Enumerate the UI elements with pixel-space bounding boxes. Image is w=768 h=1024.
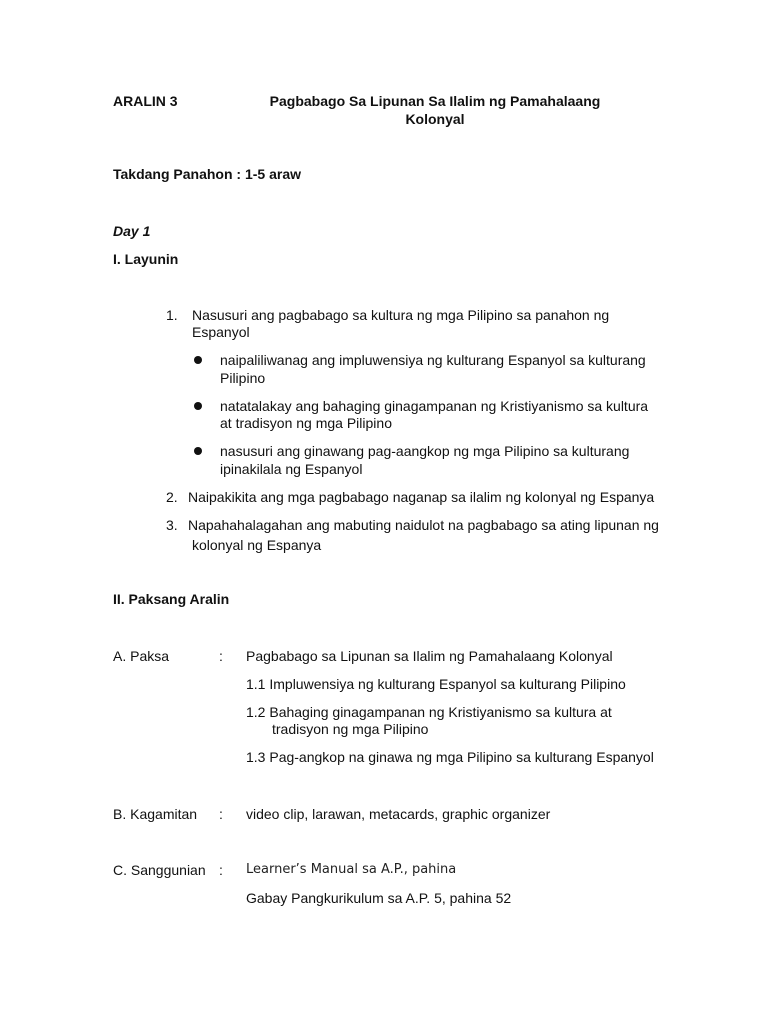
paksa-subtopic: 1.2 Bahaging ginagampanan ng Kristiyanismo sa kultura at	[246, 704, 612, 720]
paksa-subtopic: 1.3 Pag-angkop na ginawa ng mga Pilipino sa kulturang Espanyol	[246, 749, 654, 765]
paksa-subtopic: tradisyon ng mga Pilipino	[272, 721, 429, 737]
bullet-text: nasusuri ang ginawang pag-aangkop ng mga Pilipino sa kulturang	[220, 443, 630, 459]
objective-text: Napahahalagahan ang mabuting naidulot na pagbabago sa ating lipunan ng	[188, 517, 659, 533]
kagamitan-value: video clip, larawan, metacards, graphic organizer	[246, 806, 551, 822]
objective-text: Nasusuri ang pagbabago sa kultura ng mga Pilipino sa panahon ng	[192, 307, 610, 323]
bullet-icon	[194, 356, 202, 364]
bullet-text: at tradisyon ng mga Pilipino	[220, 415, 392, 431]
bullet-icon	[194, 447, 202, 455]
objective-text: kolonyal ng Espanya	[192, 537, 322, 553]
bullet-icon	[194, 402, 202, 410]
objective-number: 3.	[166, 517, 178, 533]
time-allotment: Takdang Panahon : 1-5 araw	[113, 166, 302, 182]
lesson-label: ARALIN 3	[113, 93, 178, 109]
bullet-text: naipaliliwanag ang impluwensiya ng kulturang Espanyol sa kulturang	[220, 352, 646, 368]
objective-text: Espanyol	[192, 324, 250, 340]
lesson-title-line2: Kolonyal	[405, 111, 465, 127]
bullet-text: Pilipino	[220, 370, 266, 386]
sanggunian-label: C. Sanggunian	[113, 862, 206, 878]
kagamitan-label: B. Kagamitan	[113, 806, 198, 822]
objective-number: 2.	[166, 489, 178, 505]
objective-number: 1.	[166, 307, 178, 323]
paksa-value: Pagbabago sa Lipunan sa Ilalim ng Pamahalaang Kolonyal	[246, 648, 613, 664]
lesson-title-line1: Pagbabago Sa Lipunan Sa Ilalim ng Pamahalaang	[269, 93, 601, 109]
sanggunian-value: Learner’s Manual sa A.P., pahina	[246, 862, 457, 877]
day-label: Day 1	[113, 223, 151, 239]
paksa-subtopic: 1.1 Impluwensiya ng kulturang Espanyol sa kulturang Pilipino	[246, 676, 626, 692]
colon-separator: :	[219, 862, 223, 878]
objective-text: Naipakikita ang mga pagbabago naganap sa ilalim ng kolonyal ng Espanya	[188, 489, 655, 505]
sanggunian-value: Gabay Pangkurikulum sa A.P. 5, pahina 52	[246, 890, 512, 906]
bullet-text: ipinakilala ng Espanyol	[220, 461, 363, 477]
colon-separator: :	[219, 806, 223, 822]
bullet-text: natatalakay ang bahaging ginagampanan ng Kristiyanismo sa kultura	[220, 398, 649, 414]
paksa-label: A. Paksa	[113, 648, 170, 664]
colon-separator: :	[219, 648, 223, 664]
section-layunin-heading: I. Layunin	[113, 251, 179, 267]
section-paksang-aralin-heading: II. Paksang Aralin	[113, 591, 230, 607]
